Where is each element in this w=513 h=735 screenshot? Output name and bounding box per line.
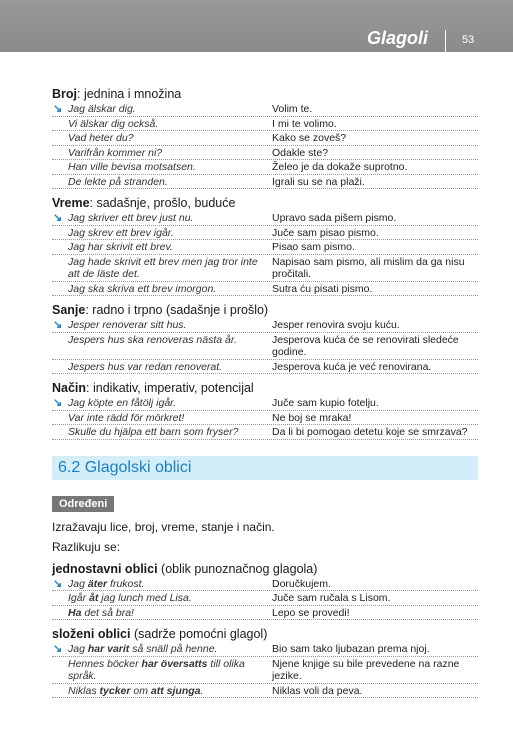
- swedish-sentence: Vi älskar dig också.: [68, 117, 159, 130]
- swedish-sentence: Jag hade skrivit ett brev men jag tror inte att de läste det.: [68, 255, 258, 280]
- example-row: [52, 333, 478, 360]
- swedish-sentence: ↘ Jag skriver ett brev just nu.: [53, 212, 194, 224]
- example-table: [52, 642, 478, 698]
- example-row: [52, 642, 478, 657]
- example-row: [52, 606, 478, 621]
- serbian-translation: Lepo se provedi!: [272, 606, 350, 619]
- arrow-icon: ↘: [53, 577, 63, 590]
- example-row: [52, 146, 478, 161]
- serbian-translation: Ne boj se mraka!: [272, 411, 352, 424]
- example-row: [52, 226, 478, 241]
- swedish-sentence: ↘ Jag äter frukost.: [53, 577, 145, 590]
- swedish-sentence: Han ville bevisa motsatsen.: [68, 161, 196, 173]
- serbian-translation: Upravo sada pišem pismo.: [272, 212, 397, 224]
- example-row: [52, 117, 478, 132]
- header-divider: [445, 30, 446, 52]
- serbian-translation: Njene knjige su bile prevedene na razne jezike.: [272, 657, 460, 682]
- example-row: [52, 360, 478, 375]
- serbian-translation: Juče sam pisao pismo.: [272, 226, 379, 239]
- verb-features: [52, 86, 478, 440]
- serbian-translation: Igrali su se na plaži.: [272, 175, 365, 188]
- example-row: [52, 591, 478, 606]
- serbian-translation: Odakle ste?: [272, 146, 329, 159]
- arrow-icon: ↘: [53, 212, 63, 224]
- chapter-title: Glagoli: [366, 28, 428, 48]
- swedish-sentence: Hennes böcker har översatts till olika språk.: [68, 657, 245, 682]
- example-row: [52, 131, 478, 146]
- swedish-sentence: Igår åt jag lunch med Lisa.: [68, 592, 192, 604]
- swedish-sentence: Varifrån kommer ni?: [68, 146, 163, 159]
- swedish-sentence: Ha det så bra!: [68, 606, 134, 619]
- arrow-icon: ↘: [53, 397, 63, 409]
- swedish-sentence: ↘ Jesper renoverar sitt hus.: [53, 319, 187, 331]
- swedish-sentence: Vad heter du?: [68, 132, 134, 144]
- example-row: [52, 577, 478, 592]
- page-number: 53: [462, 34, 475, 46]
- section-title: Vreme: sadašnje, prošlo, buduće: [52, 196, 236, 210]
- serbian-translation: Juče sam ručala s Lisom.: [272, 592, 391, 604]
- swedish-sentence: Jespers hus ska renoveras nästa år.: [68, 333, 237, 346]
- serbian-translation: Kako se zoveš?: [272, 132, 347, 144]
- serbian-translation: Jesper renovira svoju kuću.: [272, 319, 400, 331]
- swedish-sentence: ↘ Jag har varit så snäll på henne.: [53, 643, 218, 655]
- swedish-sentence: De lekte på stranden.: [68, 175, 168, 188]
- subsection-title: jednostavni oblici (oblik punoznačnog glagola): [52, 561, 318, 576]
- example-row: [52, 255, 478, 282]
- arrow-icon: ↘: [53, 643, 63, 655]
- page-header: [0, 0, 513, 52]
- example-row: [52, 282, 478, 297]
- section-title: Sanje: radno i trpno (sadašnje i prošlo): [52, 303, 269, 317]
- intro-paragraph-2: Razlikuju se:: [52, 539, 121, 554]
- serbian-translation: Pisao sam pismo.: [272, 241, 355, 253]
- serbian-translation: Da li bi pomogao detetu koje se smrzava?: [272, 426, 468, 438]
- subsection-title: složeni oblici (sadrže pomoćni glagol): [52, 627, 268, 641]
- swedish-sentence: Jag skrev ett brev igår.: [68, 226, 174, 239]
- example-row: [52, 175, 478, 190]
- example-row: [52, 684, 478, 699]
- swedish-sentence: Jag ska skriva ett brev imorgon.: [68, 282, 217, 295]
- serbian-translation: I mi te volimo.: [272, 117, 337, 130]
- swedish-sentence: Jespers hus var redan renoverat.: [68, 360, 223, 373]
- example-row: [52, 102, 478, 117]
- arrow-icon: ↘: [53, 103, 63, 115]
- section-title: Broj: jednina i množina: [52, 87, 182, 101]
- swedish-sentence: Jag har skrivit ett brev.: [68, 241, 173, 253]
- swedish-sentence: Skulle du hjälpa ett barn som fryser?: [68, 426, 239, 438]
- arrow-icon: ↘: [53, 319, 63, 331]
- serbian-translation: Volim te.: [272, 103, 313, 115]
- example-table: [52, 577, 478, 621]
- example-row: [52, 425, 478, 440]
- serbian-translation: Napisao sam pismo, ali mislim da ga nisu pročitali.: [272, 255, 465, 280]
- intro-paragraph: Izražavaju lice, broj, vreme, stanje i način.: [52, 519, 275, 534]
- serbian-translation: Jesperova kuća je već renovirana.: [272, 360, 432, 373]
- serbian-translation: Želeo je da dokaže suprotno.: [272, 161, 408, 173]
- serbian-translation: Sutra ću pisati pismo.: [272, 282, 373, 295]
- serbian-translation: Juče sam kupio fotelju.: [272, 397, 379, 409]
- serbian-translation: Jesperova kuća će se renovirati sledeće godine.: [272, 333, 459, 358]
- swedish-sentence: Var inte rädd för mörkret!: [68, 411, 185, 424]
- example-row: [52, 396, 478, 411]
- page-content: [52, 80, 478, 698]
- example-row: [52, 211, 478, 226]
- example-row: [52, 411, 478, 426]
- label-badge: Određeni: [52, 496, 114, 512]
- section-heading: 6.2 Glagolski oblici: [52, 456, 478, 480]
- serbian-translation: Niklas voli da peva.: [272, 684, 363, 697]
- example-row: [52, 160, 478, 175]
- example-row: [52, 657, 478, 684]
- swedish-sentence: Niklas tycker om att sjunga.: [68, 684, 204, 697]
- swedish-sentence: ↘ Jag älskar dig.: [53, 103, 136, 115]
- serbian-translation: Bio sam tako ljubazan prema njoj.: [272, 643, 430, 655]
- swedish-sentence: ↘ Jag köpte en fåtölj igår.: [53, 397, 177, 409]
- section-title: Način: indikativ, imperativ, potencijal: [52, 381, 254, 395]
- serbian-translation: Doručkujem.: [272, 577, 331, 590]
- example-row: [52, 318, 478, 333]
- example-row: [52, 240, 478, 255]
